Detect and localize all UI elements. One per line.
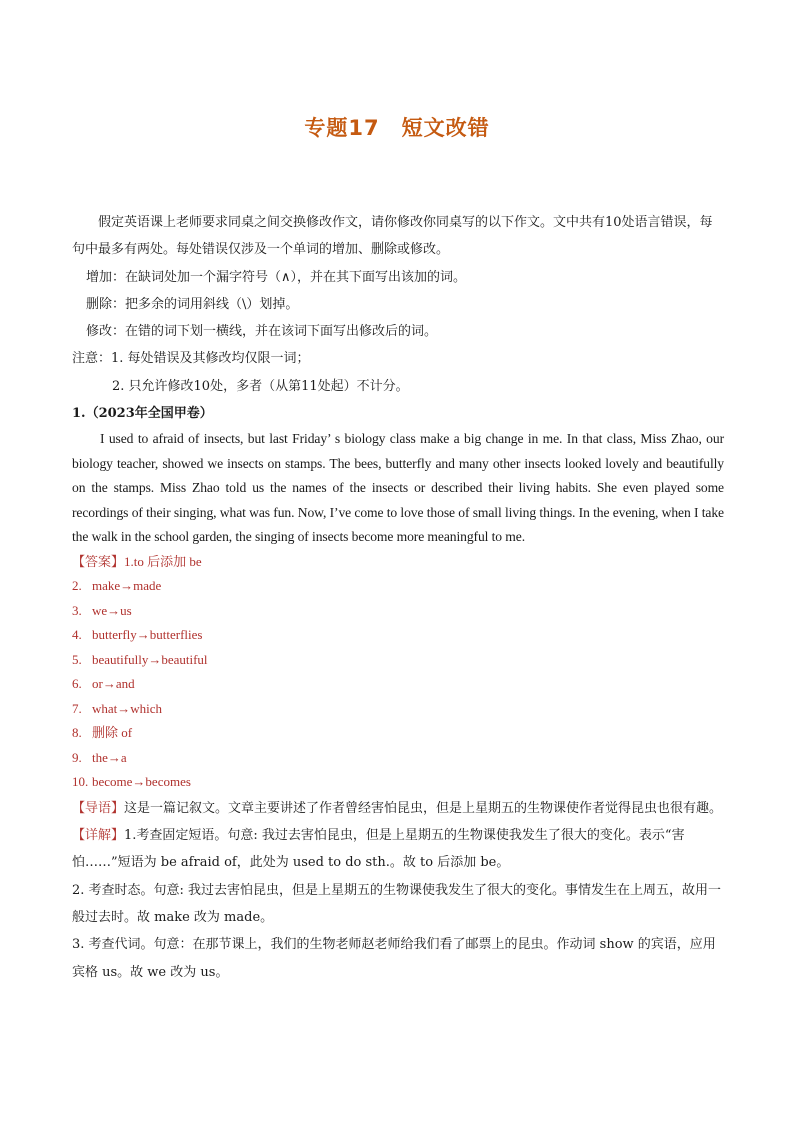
instruction-delete: 删除：把多余的词用斜线（\）划掉。 [86,296,299,312]
detail-paragraph-1 [72,822,724,877]
answer-item: 8. 删除 of [72,725,133,741]
guide-paragraph [72,795,724,822]
title-main: 专题17 [304,116,380,140]
answer-list [72,574,724,795]
answer-item: 3. we→us [72,602,132,618]
answer-first: 1.to 后添加 be [124,553,202,569]
answer-item: 9. the→a [72,749,127,765]
guide-tag: 【导语】 [72,800,125,816]
instruction-add: 增加：在缺词处加一个漏字符号（∧），并在其下面写出该加的词。 [86,269,467,285]
answer-item: 2. make→made [72,578,162,594]
answer-item: 7. what→which [72,700,163,716]
page-title [0,112,794,142]
answer-first-row [72,550,724,575]
question-label: 1.（2023年全国甲卷） [72,406,213,422]
question-passage: I used to afraid of insects, but last Friday’ s biology class make a big change in me. In that class, Miss Zhao, our biology teacher, showed we insects on stamps. The bees, butterfly and many other insects looked lovely and beautifully on the stamps. Miss Zhao told us the names of the insects or described their living habits. She even played some recordings of their singing, what was fun. Now, I’ve come to love those of small living things. In the evening, when I take the walk in the school garden, the singing of insects become more meaningful to me. [72,431,724,545]
note-2: 2. 只允许修改10处，多者（从第11处起）不计分。 [112,378,409,394]
answer-item: 10. become→becomes [72,774,191,790]
note-1: 注意：1. 每处错误及其修改均仅限一词； [72,351,310,367]
detail-paragraph-3: 3. 考查代词。句意：在那节课上，我们的生物老师赵老师给我们看了邮票上的昆虫。作动词 show 的宾语，应用宾格 us。故 we 改为 us。 [72,937,716,980]
answer-item: 6. or→and [72,676,135,692]
answer-item: 4. butterfly→butterflies [72,627,203,643]
instructions-intro: 假定英语课上老师要求同桌之间交换修改作文，请你修改你同桌写的以下作文。文中共有10处语言错误，每句中最多有两处。每处错误仅涉及一个单词的增加、删除或修改。 [72,215,713,258]
detail-tag: 【详解】 [72,828,125,844]
answer-tag: 【答案】 [72,553,125,569]
detail-text-1: 1.考查固定短语。句意: 我过去害怕昆虫，但是上星期五的生物课使我发生了很大的变化。表示“害怕……”短语为 be afraid of，此处为 used to do sth.。故 to 后添加 be。 [72,828,685,871]
answer-item: 5. beautifully→beautiful [72,651,208,667]
document-body [72,209,724,986]
instruction-modify: 修改：在错的词下划一横线，并在该词下面写出修改后的词。 [86,324,438,340]
guide-text: 这是一篇记叙文。文章主要讲述了作者曾经害怕昆虫，但是上星期五的生物课使作者觉得昆虫也很有趣。 [124,800,723,816]
answer-block [72,550,724,795]
title-sub: 短文改错 [401,116,490,140]
detail-paragraph-2: 2. 考查时态。句意: 我过去害怕昆虫，但是上星期五的生物课使我发生了很大的变化。事情发生在上周五，故用一般过去时。故 make 改为 made。 [72,882,722,926]
